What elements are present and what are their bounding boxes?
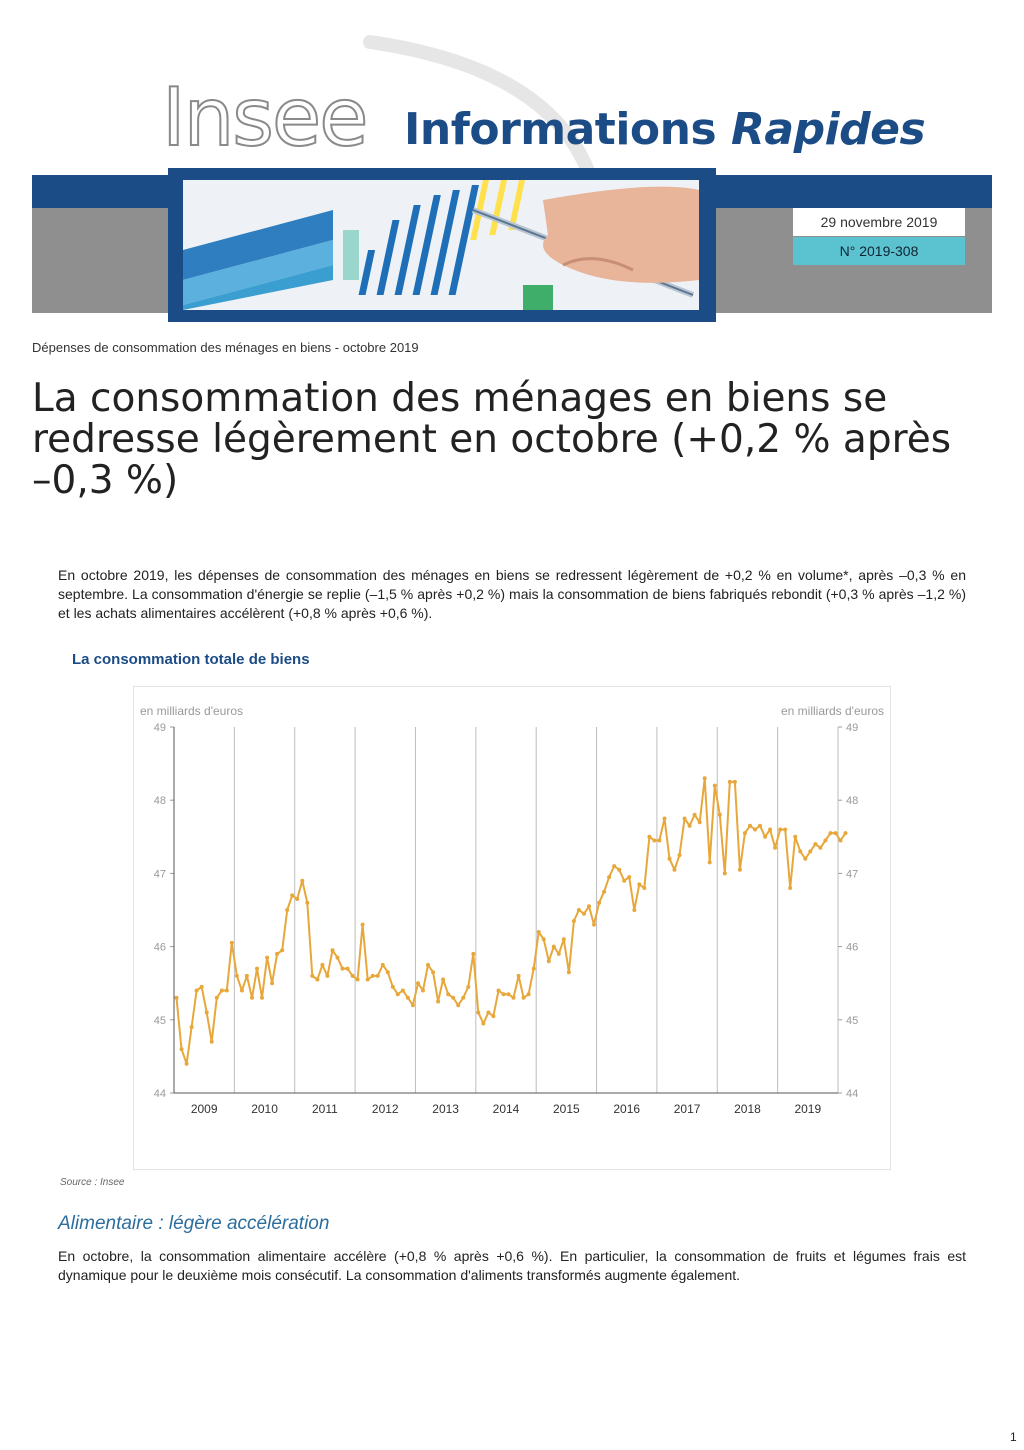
y-tick-label-right: 44 (846, 1088, 859, 1100)
series-point (180, 1047, 184, 1051)
series-point (788, 886, 792, 890)
publication-number: N° 2019-308 (793, 237, 965, 265)
publication-title-accent: Rapides (731, 104, 926, 155)
series-point (602, 890, 606, 894)
series-point (260, 996, 264, 1000)
series-point (265, 956, 269, 960)
series-point (532, 967, 536, 971)
series-point (642, 886, 646, 890)
series-point (300, 879, 304, 883)
article-headline: La consommation des ménages en biens se redresse légèrement en octobre (+0,2 % après –0,3 %) (32, 376, 952, 503)
x-tick-label: 2012 (371, 1102, 399, 1116)
publication-title (404, 104, 925, 155)
series-point (562, 937, 566, 941)
series-point (668, 857, 672, 861)
series-point (356, 978, 360, 982)
series-point (557, 952, 561, 956)
series-point (175, 996, 179, 1000)
series-point (225, 989, 229, 993)
series-point (753, 828, 757, 832)
series-point (250, 996, 254, 1000)
series-point (803, 857, 807, 861)
series-point (768, 828, 772, 832)
series-point (215, 996, 219, 1000)
series-point (491, 1014, 495, 1018)
series-point (698, 820, 702, 824)
series-point (210, 1040, 214, 1044)
series-point (607, 875, 611, 879)
series-point (381, 963, 385, 967)
x-tick-label: 2018 (734, 1102, 761, 1116)
series-point (683, 817, 687, 821)
series-point (421, 989, 425, 993)
series-point (758, 824, 762, 828)
x-tick-label: 2015 (553, 1102, 580, 1116)
series-point (275, 952, 279, 956)
series-point (829, 831, 833, 835)
article-kicker: Dépenses de consommation des ménages en biens - octobre 2019 (32, 340, 419, 355)
series-point (205, 1011, 209, 1015)
series-point (371, 974, 375, 978)
y-tick-label-left: 44 (153, 1088, 166, 1100)
series-point (622, 879, 626, 883)
series-point (703, 776, 707, 780)
chart-frame (133, 686, 891, 1170)
series-point (783, 828, 787, 832)
series-point (310, 974, 314, 978)
series-point (693, 813, 697, 817)
series-point (245, 974, 249, 978)
series-point (305, 901, 309, 905)
series-point (280, 948, 284, 952)
y-tick-label-left: 45 (153, 1014, 166, 1027)
x-tick-label: 2009 (190, 1102, 218, 1116)
series-point (411, 1003, 415, 1007)
series-point (320, 963, 324, 967)
series-point (597, 901, 601, 905)
section-body: En octobre, la consommation alimentaire accélère (+0,8 % après +0,6 %). En particulier, la consommation de fruits et légumes frais est dynamique pour le deuxième mois consécutif. La consommation d'aliments transformés augmente également. (58, 1248, 966, 1283)
series-point (295, 897, 299, 901)
series-point (592, 923, 596, 927)
publication-title-main: Informations (404, 104, 717, 155)
series-point (647, 835, 651, 839)
series-point (466, 985, 470, 989)
chart-source: Source : Insee (60, 1177, 125, 1188)
y-axis-label-right: en milliards d'euros (780, 704, 884, 718)
series-point (834, 831, 838, 835)
series-point (235, 974, 239, 978)
series-point (220, 989, 224, 993)
y-tick-label-right: 49 (846, 722, 859, 734)
series-point (486, 1011, 490, 1015)
series-point (185, 1062, 189, 1066)
series-point (366, 978, 370, 982)
series-point (315, 978, 319, 982)
series-point (406, 996, 410, 1000)
series-point (195, 989, 199, 993)
series-point (773, 846, 777, 850)
series-point (844, 831, 848, 835)
series-point (446, 992, 450, 996)
series-point (793, 835, 797, 839)
series-point (441, 978, 445, 982)
series-point (587, 904, 591, 908)
series-point (723, 871, 727, 875)
series-point (270, 981, 274, 985)
series-point (200, 985, 204, 989)
series-point (617, 868, 621, 872)
series-point (743, 831, 747, 835)
series-point (230, 941, 234, 945)
series-point (632, 908, 636, 912)
series-point (612, 864, 616, 868)
x-tick-label: 2011 (312, 1102, 338, 1116)
series-point (431, 970, 435, 974)
chart-title: La consommation totale de biens (72, 651, 310, 668)
y-tick-label-left: 46 (153, 941, 166, 954)
series-point (481, 1022, 485, 1026)
series-point (673, 868, 677, 872)
series-point (763, 835, 767, 839)
series-point (627, 875, 631, 879)
series-point (748, 824, 752, 828)
series-point (502, 992, 506, 996)
series-point (778, 828, 782, 832)
series-point (678, 853, 682, 857)
series-point (461, 996, 465, 1000)
series-point (547, 959, 551, 963)
series-point (708, 860, 712, 864)
series-point (376, 974, 380, 978)
series-point (436, 1000, 440, 1004)
series-point (577, 908, 581, 912)
series-point (401, 989, 405, 993)
series-point (527, 992, 531, 996)
series-point (336, 956, 340, 960)
series-point (285, 908, 289, 912)
series-point (416, 981, 420, 985)
section-title: Alimentaire : légère accélération (58, 1213, 330, 1234)
page-number: 1 (1010, 1430, 1017, 1444)
series-point (713, 784, 717, 788)
y-tick-label-right: 47 (846, 868, 859, 881)
series-point (823, 839, 827, 843)
series-point (290, 893, 294, 897)
series-point (818, 846, 822, 850)
series-point (582, 912, 586, 916)
series-point (426, 963, 430, 967)
y-tick-label-left: 49 (153, 722, 166, 734)
series-point (331, 948, 335, 952)
series-point (738, 868, 742, 872)
series-point (542, 937, 546, 941)
series-point (733, 780, 737, 784)
y-tick-label-right: 45 (846, 1014, 859, 1027)
series-point (325, 974, 329, 978)
series-point (386, 970, 390, 974)
publication-date: 29 novembre 2019 (793, 208, 965, 236)
series-point (537, 930, 541, 934)
series-point (346, 967, 350, 971)
article-lead: En octobre 2019, les dépenses de consommation des ménages en biens se redressent légèrement de +0,2 % en volume*, après –0,3 % en septembre. La consommation d'énergie se replie (–1,5 % après +0,2 %) mais la consommation de biens fabriqués rebondit (+0,3 % après –1,2 %) et les achats alimentaires accélèrent (+0,8 % après +0,6 %). (58, 567, 966, 621)
series-point (517, 974, 521, 978)
series-point (351, 974, 355, 978)
y-axis-label-left: en milliards d'euros (140, 704, 244, 718)
banner-image (183, 180, 699, 310)
series-point (567, 970, 571, 974)
series-point (497, 989, 501, 993)
x-tick-label: 2019 (794, 1102, 822, 1116)
x-tick-label: 2013 (432, 1102, 459, 1116)
series-point (391, 985, 395, 989)
series-point (190, 1025, 194, 1029)
series-point (522, 996, 526, 1000)
series-point (456, 1003, 460, 1007)
y-tick-label-right: 46 (846, 941, 859, 954)
y-tick-label-left: 47 (153, 868, 166, 881)
series-point (798, 849, 802, 853)
series-point (507, 992, 511, 996)
series-line (177, 778, 846, 1063)
series-point (839, 839, 843, 843)
series-point (652, 839, 656, 843)
x-tick-label: 2010 (251, 1102, 278, 1116)
series-point (552, 945, 556, 949)
y-tick-label-right: 48 (846, 795, 859, 808)
series-point (255, 967, 259, 971)
x-tick-label: 2014 (492, 1102, 520, 1116)
series-point (808, 849, 812, 853)
insee-logo: Insee (162, 71, 367, 164)
series-point (451, 996, 455, 1000)
series-point (718, 813, 722, 817)
series-point (688, 824, 692, 828)
series-point (813, 842, 817, 846)
y-tick-label-left: 48 (153, 795, 166, 808)
series-point (572, 919, 576, 923)
series-point (240, 989, 244, 993)
series-point (361, 923, 365, 927)
series-point (512, 996, 516, 1000)
x-tick-label: 2016 (613, 1102, 641, 1116)
series-point (471, 952, 475, 956)
series-point (476, 1011, 480, 1015)
series-point (637, 882, 641, 886)
series-point (341, 967, 345, 971)
series-point (728, 780, 732, 784)
logo-arc-decoration (360, 28, 620, 178)
series-point (657, 839, 661, 843)
series-point (663, 817, 667, 821)
series-point (396, 992, 400, 996)
consumption-line-chart (134, 687, 890, 1169)
x-tick-label: 2017 (673, 1102, 701, 1116)
